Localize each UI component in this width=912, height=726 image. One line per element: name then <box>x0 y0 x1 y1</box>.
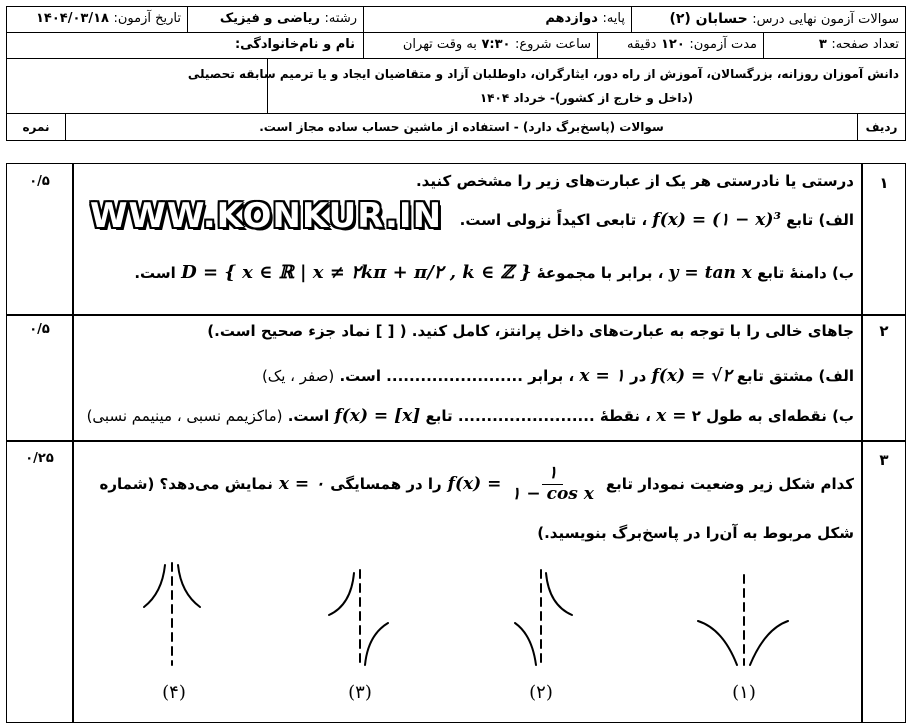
audience-cell <box>187 58 906 114</box>
prompt-prefix: کدام شکل زیر وضعیت نمودار تابع <box>605 475 854 494</box>
blank-cell <box>6 58 268 114</box>
exam-title-cell <box>631 6 906 33</box>
part-b-options: (ماکزیمم نسبی ، مینیمم نسبی) <box>86 407 283 425</box>
part-b-mid: ، برابر با مجموعهٔ <box>536 264 664 282</box>
part-a-suffix: ، تابعی اکیداً نزولی است. <box>459 211 648 229</box>
pages-label: تعداد صفحه: <box>831 37 899 52</box>
question-score: ۰/۵ <box>29 322 50 337</box>
pages-cell <box>763 32 906 59</box>
field-value: ریاضی و فیزیک <box>219 11 321 26</box>
name-label: نام و نام‌خانوادگی: <box>234 37 355 52</box>
part-b-prefix: ب) دامنهٔ تابع <box>757 264 854 282</box>
part-b <box>87 406 854 426</box>
part-a-formula: f(x) = √۲ <box>651 366 732 386</box>
konkur-watermark: WWW.KONKUR.IN <box>90 196 443 236</box>
graph-option-3 <box>329 570 388 665</box>
name-cell <box>6 32 364 59</box>
date-label: تاریخ آزمون: <box>113 11 181 26</box>
part-b-function: y = tan x <box>668 263 752 283</box>
duration-unit: دقیقه <box>626 37 657 52</box>
question-number: ۱ <box>879 174 889 192</box>
question-score: ۰/۵ <box>29 174 50 189</box>
exam-title-value: حسابان (۲) <box>669 11 748 27</box>
grade-label: پایه: <box>602 11 625 26</box>
audience-line1: دانش آموزان روزانه، بزرگسالان، آموزش از راه دور، ایثارگران، داوطلبان آزاد و متقاضیان ایجاد و یا ترمیم سابقه تحصیلی <box>187 67 899 81</box>
part-a-options: (صفر ، یک) <box>261 367 335 385</box>
part-a-tail: ، برابر ........................ است. <box>339 367 575 385</box>
part-a-prefix: الف) مشتق تابع <box>736 367 854 385</box>
question-number: ۳ <box>879 451 889 469</box>
question-prompt: درستی یا نادرستی هر یک از عبارت‌های زیر را مشخص کنید. <box>415 172 854 190</box>
formula-lhs: f(x) = <box>447 474 502 495</box>
row-label-cell <box>857 113 906 141</box>
score-label: نمره <box>22 120 50 134</box>
row-divider-2 <box>6 440 906 442</box>
grade-cell <box>363 6 632 33</box>
row-number-divider <box>861 163 863 723</box>
question-prompt: جاهای خالی را با توجه به عبارت‌های داخل پرانتز، کامل کنید. ( [ ] نماد جزء صحیح است.) <box>207 322 854 340</box>
formula-denominator: ۱ − cos x <box>511 483 594 504</box>
figure-label-2: (۲) <box>529 682 553 703</box>
question-prompt <box>100 464 854 504</box>
part-a <box>460 210 854 230</box>
graph-option-4 <box>144 563 200 665</box>
part-a-formula: f(x) = (۱ − x)³ <box>652 210 781 230</box>
part-a-point: x = ۱ <box>579 366 625 386</box>
duration-value: ۱۲۰ <box>661 37 685 52</box>
figure-label-4: (۴) <box>162 682 186 703</box>
exam-title-label: سوالات آزمون نهایی درس: <box>752 12 899 27</box>
prompt-suffix: نمایش می‌دهد؟ (شماره <box>99 475 273 494</box>
prompt-point: x = ۰ <box>278 474 325 495</box>
formula-fraction <box>505 464 600 504</box>
date-value: ۱۴۰۴/۰۳/۱۸ <box>35 11 109 26</box>
start-time-cell <box>363 32 598 59</box>
field-cell <box>187 6 364 33</box>
part-b-prefix: ب) نقطه‌ای به طول ۲ <box>691 407 854 425</box>
formula-numerator: ۱ <box>542 464 563 485</box>
field-label: رشته: <box>324 11 357 26</box>
function-formula <box>448 464 600 504</box>
date-cell <box>6 6 188 33</box>
part-a-mid: در <box>629 367 647 385</box>
grade-value: دوازدهم <box>545 11 598 26</box>
figure-label-1: (۱) <box>732 682 756 703</box>
graph-options <box>120 555 800 715</box>
prompt-line2: شکل مربوط به آن‌را در پاسخ‌برگ بنویسید.) <box>537 524 854 542</box>
graph-option-1 <box>698 575 788 665</box>
part-b-mid: ، نقطهٔ ........................ تابع <box>425 407 651 425</box>
part-a-prefix: الف) تابع <box>786 211 854 229</box>
duration-label: مدت آزمون: <box>689 37 757 52</box>
part-b-set: D = { x ∈ ℝ | x ≠ ۲kπ + π/۲ , k ∈ ℤ } <box>181 262 532 283</box>
row-label: ردیف <box>865 120 898 134</box>
start-value: ۷:۳۰ <box>481 37 511 52</box>
instructions: سوالات (پاسخ‌برگ دارد) - استفاده از ماشین حساب ساده مجاز است. <box>259 120 664 134</box>
part-b-point: x = <box>656 406 687 426</box>
figure-label-3: (۳) <box>348 682 372 703</box>
start-label: ساعت شروع: <box>515 37 591 52</box>
question-score: ۰/۲۵ <box>25 451 54 466</box>
start-suffix: به وقت تهران <box>402 37 477 52</box>
graph-option-2 <box>515 570 572 665</box>
part-b-tail: است. <box>287 407 330 425</box>
part-b-suffix: است. <box>134 264 176 282</box>
duration-cell <box>597 32 764 59</box>
part-b-formula: f(x) = [x] <box>334 406 421 426</box>
question-number: ۲ <box>879 322 889 340</box>
instructions-cell <box>65 113 858 141</box>
part-b <box>134 262 854 283</box>
pages-value: ۳ <box>818 37 827 52</box>
row-divider-1 <box>6 314 906 316</box>
audience-line2: (داخل و خارج از کشور)- خرداد ۱۴۰۴ <box>479 91 694 105</box>
prompt-mid: را در همسایگی <box>330 475 442 494</box>
part-a <box>262 366 854 386</box>
score-label-cell <box>6 113 66 141</box>
score-divider <box>72 163 74 723</box>
